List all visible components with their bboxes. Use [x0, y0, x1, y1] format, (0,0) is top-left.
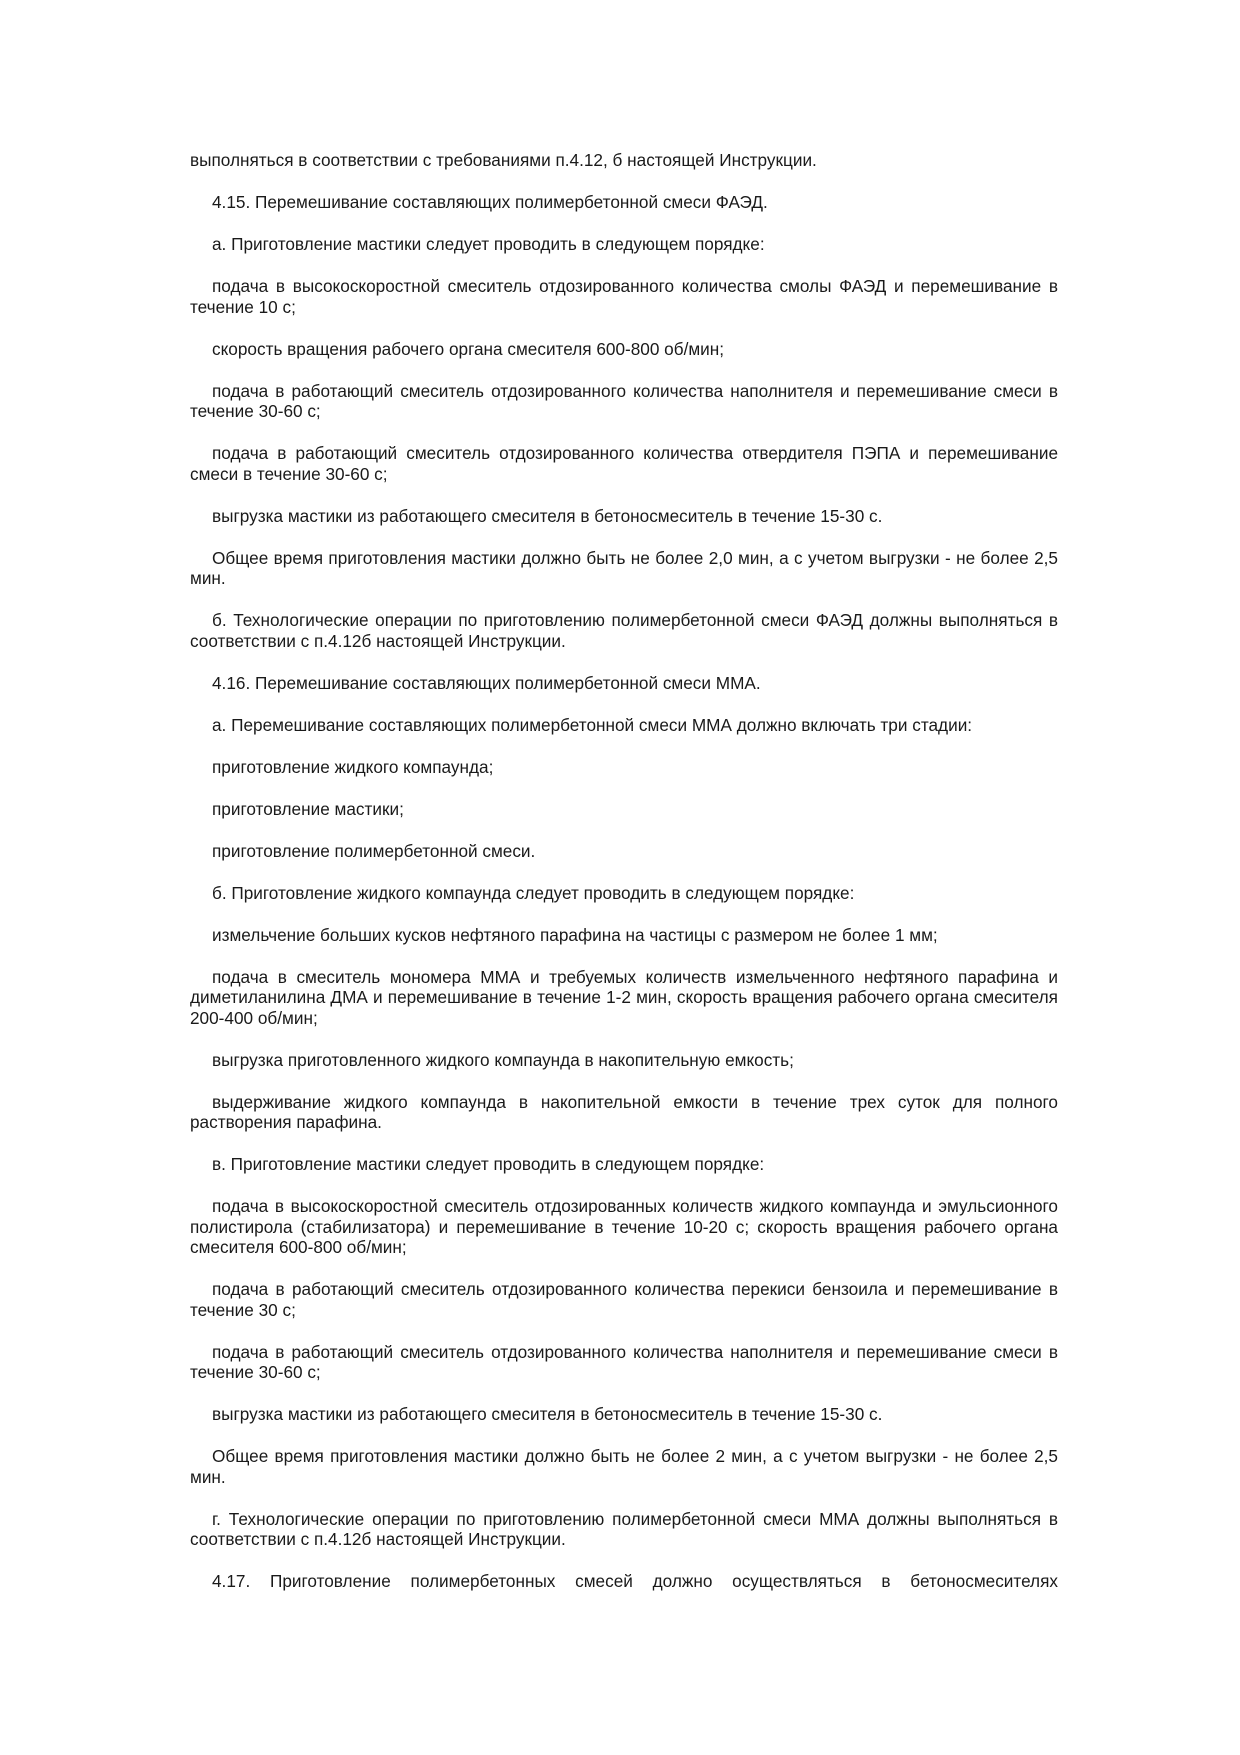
paragraph: в. Приготовление мастики следует проводить в следующем порядке: [212, 1154, 765, 1174]
paragraph: подача в работающий смеситель отдозированного количества перекиси бензоила и перемешивание в течение 30 с; [190, 1279, 1058, 1320]
paragraph: выгрузка мастики из работающего смесителя в бетоносмеситель в течение 15-30 с. [212, 505, 883, 526]
paragraph: г. Технологические операции по приготовлению полимербетонной смеси ММА должны выполняться в соответствии с п.4.12б настоящей Инструкции. [190, 1508, 1058, 1549]
paragraph: выгрузка приготовленного жидкого компаунда в накопительную емкость; [212, 1049, 794, 1070]
section-heading-4-15: 4.15. Перемешивание составляющих полимербетонной смеси ФАЭД. [212, 192, 768, 212]
paragraph: подача в работающий смеситель отдозированного количества наполнителя и перемешивание смеси в течение 30-60 с; [190, 1341, 1058, 1382]
section-heading-4-17: 4.17. Приготовление полимербетонных смесей должно осуществляться в бетоносмесителях [212, 1571, 1058, 1591]
paragraph: а. Приготовление мастики следует проводить в следующем порядке: [212, 234, 765, 254]
paragraph: б. Приготовление жидкого компаунда следует проводить в следующем порядке: [212, 882, 855, 903]
paragraph: приготовление полимербетонной смеси. [212, 840, 536, 861]
paragraph: подача в работающий смеситель отдозированного количества наполнителя и перемешивание смеси в течение 30-60 с; [190, 380, 1058, 421]
paragraph: подача в смеситель мономера ММА и требуемых количеств измельченного нефтяного парафина и диметиланилина ДМА и перемешивание в течение 1-2 мин, скорость вращения рабочего органа смесителя 200-400 об/мин; [190, 966, 1058, 1028]
paragraph-continuation: выполняться в соответствии с требованиями п.4.12, б настоящей Инструкции. [190, 150, 817, 170]
document-page [190, 150, 1058, 1592]
paragraph: подача в высокоскоростной смеситель отдозированных количеств жидкого компаунда и эмульсионного полистирола (стабилизатора) и перемешивание в течение 10-20 с; скорость вращения рабочего органа смесителя 600-800 об/мин; [190, 1196, 1058, 1257]
paragraph: б. Технологические операции по приготовлению полимербетонной смеси ФАЭД должны выполняться в соответствии с п.4.12б настоящей Инструкции. [190, 610, 1058, 651]
paragraph: скорость вращения рабочего органа смесителя 600-800 об/мин; [212, 338, 725, 359]
paragraph: Общее время приготовления мастики должно быть не более 2 мин, а с учетом выгрузки - не более 2,5 мин. [190, 1446, 1058, 1487]
paragraph: Общее время приготовления мастики должно быть не более 2,0 мин, а с учетом выгрузки - не более 2,5 мин. [190, 547, 1058, 588]
paragraph: приготовление жидкого компаунда; [212, 756, 494, 777]
paragraph: приготовление мастики; [212, 798, 404, 819]
paragraph: выгрузка мастики из работающего смесителя в бетоносмеситель в течение 15-30 с. [212, 1404, 883, 1424]
section-heading-4-16: 4.16. Перемешивание составляющих полимербетонной смеси ММА. [212, 672, 761, 693]
paragraph: а. Перемешивание составляющих полимербетонной смеси ММА должно включать три стадии: [212, 714, 973, 735]
paragraph: подача в работающий смеситель отдозированного количества отвердителя ПЭПА и перемешивание смеси в течение 30-60 с; [190, 443, 1058, 484]
paragraph: выдерживание жидкого компаунда в накопительной емкости в течение трех суток для полного растворения парафина. [190, 1091, 1058, 1132]
paragraph: измельчение больших кусков нефтяного парафина на частицы с размером не более 1 мм; [212, 924, 938, 945]
paragraph: подача в высокоскоростной смеситель отдозированного количества смолы ФАЭД и перемешивание в течение 10 с; [190, 276, 1058, 317]
